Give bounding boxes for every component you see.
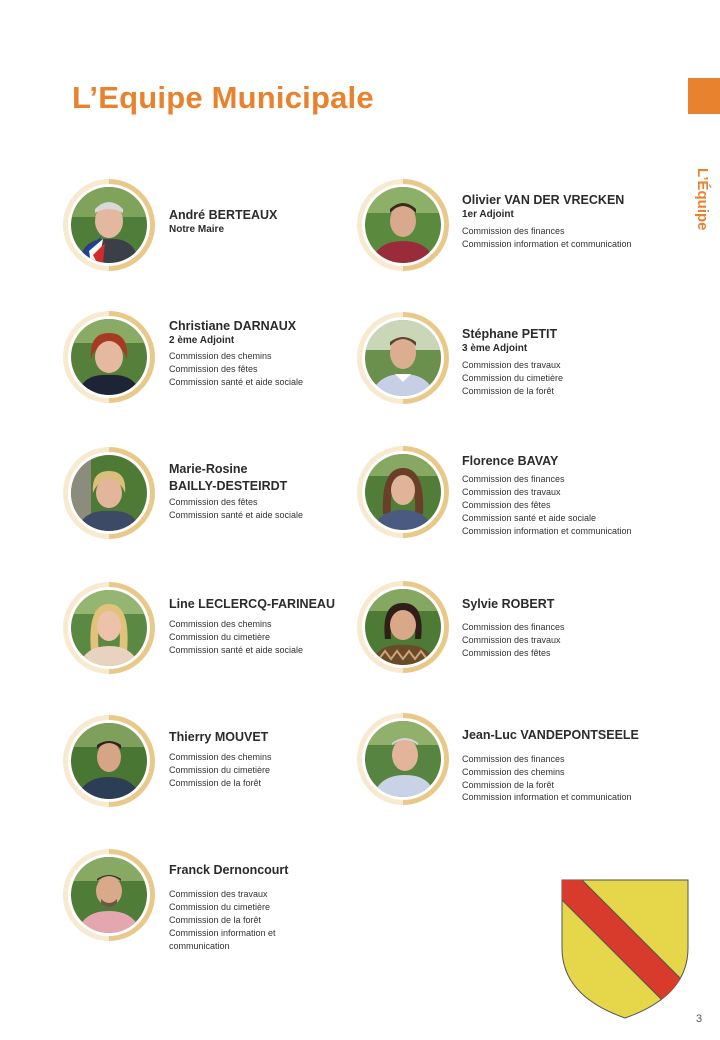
section-tab-marker	[688, 78, 720, 114]
portrait-photo	[71, 455, 147, 531]
commission-item: Commission santé et aide sociale	[462, 513, 597, 523]
portrait-photo	[365, 589, 441, 665]
commission-item: Commission information et communication	[462, 526, 632, 536]
coat-of-arms	[560, 878, 690, 1020]
avatar	[63, 179, 155, 271]
member-name-line1: Marie-Rosine	[169, 462, 248, 476]
commission-item: Commission information et	[169, 928, 276, 938]
commission-item: Commission information et communication	[462, 239, 632, 249]
portrait-photo	[71, 723, 147, 799]
portrait-photo	[71, 187, 147, 263]
commission-item: Commission des fêtes	[169, 364, 258, 374]
commission-item: Commission du cimetière	[169, 765, 271, 775]
commission-item: Commission des travaux	[169, 889, 268, 899]
portrait-photo	[71, 857, 147, 933]
portrait-photo	[365, 320, 441, 396]
avatar	[63, 849, 155, 941]
commission-item: Commission des fêtes	[462, 500, 551, 510]
member-role: 1er Adjoint	[462, 209, 514, 220]
commission-item: Commission des travaux	[462, 360, 561, 370]
commission-item: Commission des finances	[462, 754, 565, 764]
commission-item: Commission de la forêt	[169, 915, 262, 925]
avatar	[357, 446, 449, 538]
member-name: Florence BAVAY	[462, 454, 559, 468]
portrait-photo	[365, 187, 441, 263]
member-name: Sylvie ROBERT	[462, 597, 555, 611]
commission-item: Commission de la forêt	[169, 778, 262, 788]
member-role: 2 ème Adjoint	[169, 335, 235, 346]
portrait-photo	[365, 721, 441, 797]
avatar	[63, 311, 155, 403]
member-name: Line LECLERCQ-FARINEAU	[169, 597, 335, 611]
member-name-line2: BAILLY-DESTEIRDT	[169, 479, 288, 493]
member-name: Stéphane PETIT	[462, 327, 558, 341]
commission-item: Commission des chemins	[169, 752, 272, 762]
commission-item: Commission des finances	[462, 622, 565, 632]
member-name: Christiane DARNAUX	[169, 319, 297, 333]
member-name: Jean-Luc VANDEPONTSEELE	[462, 728, 639, 742]
portrait-photo	[71, 319, 147, 395]
commission-item: Commission des finances	[462, 226, 565, 236]
avatar	[63, 447, 155, 539]
commission-item: Commission des fêtes	[169, 497, 258, 507]
member-name: Franck Dernoncourt	[169, 863, 289, 877]
commission-item: Commission des chemins	[462, 767, 565, 777]
commission-item: Commission des travaux	[462, 487, 561, 497]
commission-item: Commission des chemins	[169, 351, 272, 361]
commission-item: Commission des travaux	[462, 635, 561, 645]
commission-item: Commission santé et aide sociale	[169, 377, 304, 387]
member-role: 3 ème Adjoint	[462, 343, 528, 354]
commission-item: Commission information et communication	[462, 792, 632, 802]
commission-item: Commission de la forêt	[462, 386, 555, 396]
avatar	[63, 715, 155, 807]
commission-item: Commission des chemins	[169, 619, 272, 629]
page-title: L’Equipe Municipale	[72, 80, 374, 115]
commission-item: Commission des fêtes	[462, 648, 551, 658]
member-name: Thierry MOUVET	[169, 730, 269, 744]
avatar	[63, 582, 155, 674]
portrait-photo	[365, 454, 441, 530]
commission-item: Commission santé et aide sociale	[169, 510, 304, 520]
member-name: Olivier VAN DER VRECKEN	[462, 193, 625, 207]
commission-item: Commission de la forêt	[462, 780, 555, 790]
commission-item: communication	[169, 941, 230, 951]
member-role: Notre Maire	[169, 224, 225, 235]
commission-item: Commission du cimetière	[462, 373, 564, 383]
commission-item: Commission des finances	[462, 474, 565, 484]
member-name: André BERTEAUX	[169, 208, 278, 222]
page-number: 3	[696, 1013, 703, 1025]
section-tab-label: L’Équipe	[694, 168, 711, 231]
avatar	[357, 713, 449, 805]
avatar	[357, 581, 449, 673]
commission-item: Commission du cimetière	[169, 632, 271, 642]
avatar	[357, 179, 449, 271]
commission-item: Commission santé et aide sociale	[169, 645, 304, 655]
commission-item: Commission du cimetière	[169, 902, 271, 912]
portrait-photo	[71, 590, 147, 666]
avatar	[357, 312, 449, 404]
